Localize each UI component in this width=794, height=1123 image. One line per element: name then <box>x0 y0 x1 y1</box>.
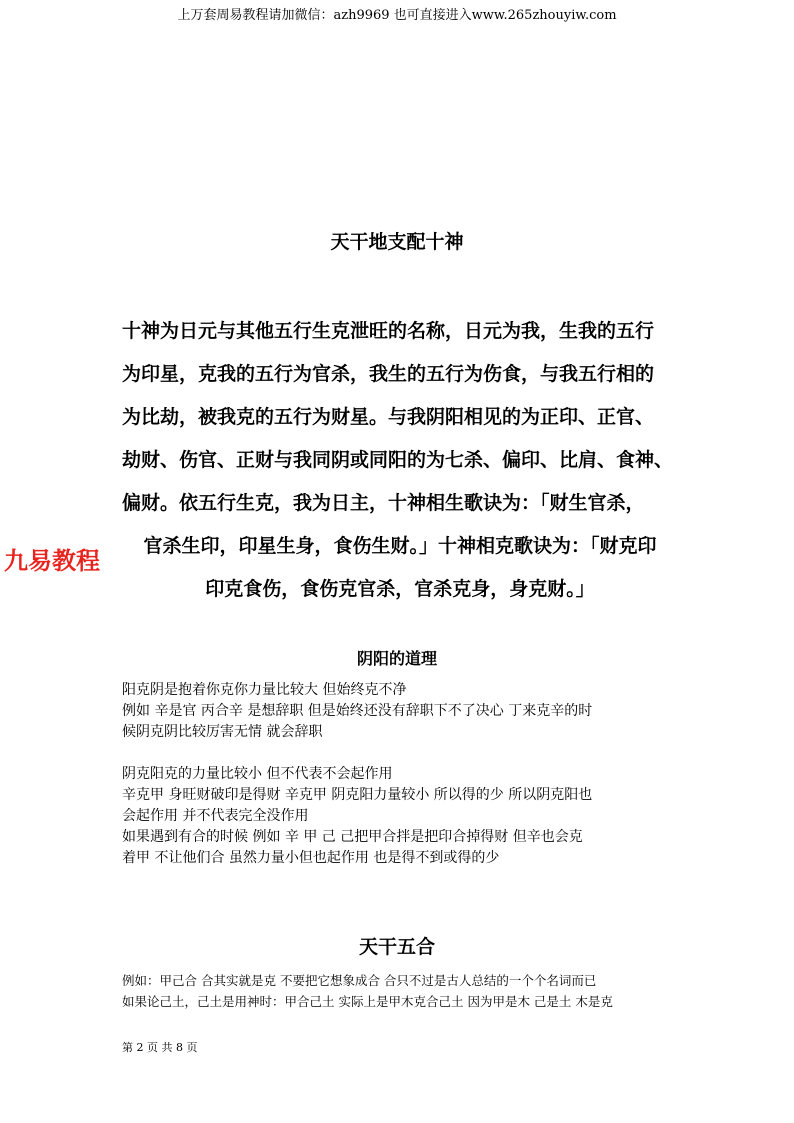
page-header: 上万套周易教程请加微信：azh9969 也可直接进入www.265zhouyiw.com <box>177 8 617 23</box>
section-body-yinyang <box>122 680 682 869</box>
intro-paragraph <box>122 310 678 611</box>
page-number: 第 2 页 共 8 页 <box>122 1041 198 1054</box>
body-line: 如果论己土，己土是用神时：甲合己土 实际上是甲木克合己土 因为甲是木 己是土 木是克 <box>122 994 613 1009</box>
intro-line: 印克食伤，食伤克官杀，官杀克身，身克财。」 <box>205 578 595 600</box>
intro-line: 十神为日元与其他五行生克泄旺的名称，日元为我，生我的五行 <box>122 320 655 342</box>
intro-line: 为印星，克我的五行为官杀，我生的五行为伤食，与我五行相的 <box>122 363 655 385</box>
body-line: 如果遇到有合的时候 例如 辛 甲 己 己把甲合拌是把印合掉得财 但辛也会克 <box>122 829 583 845</box>
paragraph-gap <box>122 743 682 764</box>
intro-line: 为比劫，被我克的五行为财星。与我阴阳相见的为正印、正官、 <box>122 406 655 428</box>
body-line: 着甲 不让他们合 虽然力量小但也起作用 也是得不到或得的少 <box>122 850 500 866</box>
body-line: 阳克阴是抱着你克你力量比较大 但始终克不净 <box>122 682 407 698</box>
body-line: 辛克甲 身旺财破印是得财 辛克甲 阴克阳力量较小 所以得的少 所以阴克阳也 <box>122 787 593 803</box>
intro-line: 偏财。依五行生克，我为日主，十神相生歌诀为：「财生官杀， <box>122 492 645 514</box>
body-line: 会起作用 并不代表完全没作用 <box>122 808 309 824</box>
section-title-tiangan-wuhe: 天干五合 <box>358 936 435 958</box>
body-line: 例如：甲己合 合其实就是克 不要把它想象成合 合只不过是古人总结的一个个名词而已 <box>122 973 597 988</box>
watermark-logo: 九易教程 <box>4 547 100 575</box>
body-line: 候阴克阴比较厉害无情 就会辞职 <box>122 724 323 740</box>
body-line: 例如 辛是官 丙合辛 是想辞职 但是始终还没有辞职下不了决心 丁来克辛的时 <box>122 703 593 719</box>
page-title: 天干地支配十神 <box>330 231 464 253</box>
intro-line: 劫财、伤官、正财与我同阴或同阳的为七杀、偏印、比肩、食神、 <box>122 449 674 471</box>
section-body-tiangan-wuhe <box>122 970 682 1012</box>
section-title-yinyang: 阴阳的道理 <box>356 649 437 668</box>
body-line: 阴克阳克的力量比较小 但不代表不会起作用 <box>122 766 393 782</box>
intro-line: 官杀生印，印星生身，食伤生财。」十神相克歌诀为：「财克印 <box>143 535 657 557</box>
